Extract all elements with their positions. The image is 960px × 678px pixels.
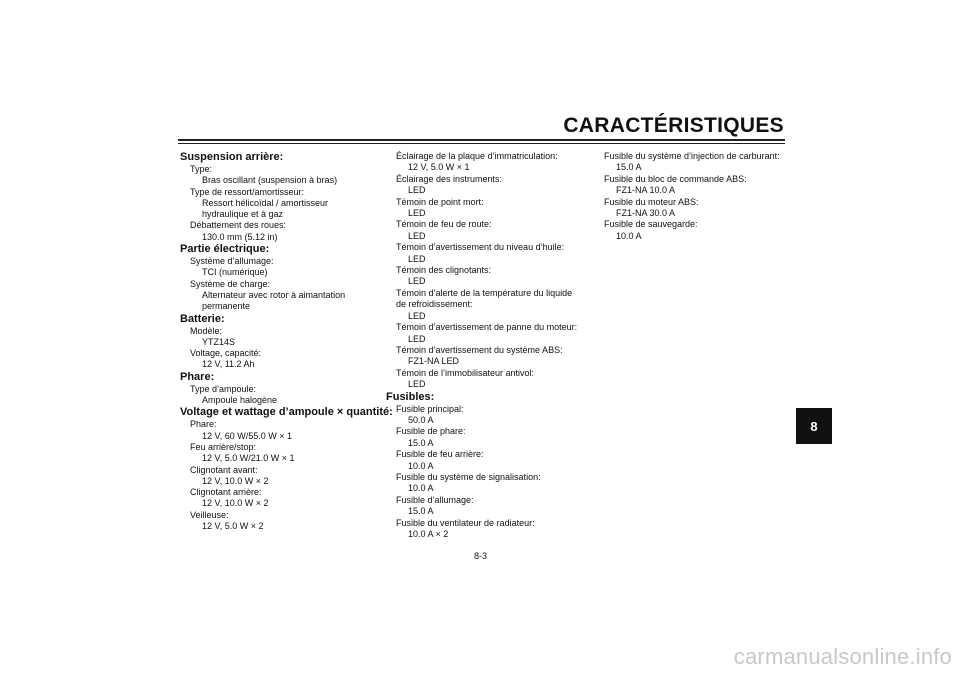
spec-value: 12 V, 5.0 W × 1 [408, 162, 470, 173]
spec-value: Bras oscillant (suspension à bras) [202, 175, 338, 186]
spec-value: YTZ14S [202, 336, 236, 347]
spec-value: LED [408, 379, 426, 390]
spec-value: 10.0 A [616, 230, 642, 241]
spec-value: LED [408, 333, 426, 344]
spec-label: Fusible de feu arrière: [396, 449, 484, 460]
spec-value: 12 V, 5.0 W × 2 [202, 521, 264, 532]
section-heading-fuses: Fusibles: [386, 390, 435, 403]
spec-label: Fusible principal: [396, 403, 464, 414]
spec-value: Ressort hélicoïdal / amortisseur [202, 197, 329, 208]
spec-label: Témoin de l’immobilisateur antivol: [396, 367, 535, 378]
spec-value: hydraulique et à gaz [202, 209, 284, 220]
spec-value: LED [408, 253, 426, 264]
spec-label: Témoin de point mort: [396, 196, 484, 207]
spec-label: Clignotant avant: [190, 464, 258, 475]
spec-value: 12 V, 10.0 W × 2 [202, 498, 269, 509]
section-heading-electrical: Partie électrique: [180, 243, 270, 256]
spec-label: Fusible de phare: [396, 426, 466, 437]
spec-label: Éclairage de la plaque d’immatriculation: [396, 151, 558, 161]
spec-label: Phare: [190, 419, 217, 430]
page-number: 8-3 [474, 551, 488, 561]
spec-label: Type de ressort/amortisseur: [190, 186, 305, 197]
spec-value: 10.0 A [408, 460, 434, 471]
spec-label: Débattement des roues: [190, 220, 287, 231]
spec-label: Fusible d’allumage: [396, 494, 474, 505]
spec-label: Système de charge: [190, 278, 271, 289]
watermark: carmanualsonline.info [733, 644, 952, 669]
spec-value: 15.0 A [408, 506, 434, 517]
spec-value: LED [408, 230, 426, 241]
spec-column-3 [604, 151, 814, 242]
spec-value: 15.0 A [408, 437, 434, 448]
spec-label: Voltage, capacité: [190, 348, 262, 359]
spec-label: Témoin d’alerte de la température du liquide [396, 287, 573, 298]
spec-label: Éclairage des instruments: [396, 173, 503, 184]
chapter-tab: 8 [796, 408, 832, 444]
spec-value: LED [408, 276, 426, 287]
spec-value: 12 V, 5.0 W/21.0 W × 1 [202, 453, 295, 464]
spec-column-1 [180, 151, 393, 532]
spec-value: LED [408, 208, 426, 219]
spec-label: de refroidissement: [396, 299, 473, 310]
spec-label: Fusible du système d’injection de carburant: [604, 151, 780, 161]
spec-value: 12 V, 10.0 W × 2 [202, 475, 269, 486]
section-heading-rear-suspension: Suspension arrière: [180, 151, 284, 163]
spec-value: FZ1-NA 30.0 A [616, 208, 676, 219]
spec-value: 12 V, 60 W/55.0 W × 1 [202, 430, 292, 441]
spec-label: Témoin d’avertissement du système ABS: [396, 344, 563, 355]
spec-value: LED [408, 310, 426, 321]
spec-column-2 [386, 151, 596, 540]
spec-label: Veilleuse: [190, 509, 229, 520]
spec-value: 130.0 mm (5.12 in) [202, 231, 278, 242]
spec-value: Alternateur avec rotor à aimantation [202, 289, 346, 300]
spec-value: 10.0 A [408, 483, 434, 494]
header-rule [178, 139, 785, 141]
page-title: CARACTÉRISTIQUES [563, 114, 784, 137]
spec-value: 15.0 A [616, 162, 642, 173]
spec-label: Fusible du ventilateur de radiateur: [396, 517, 535, 528]
spec-label: Type d’ampoule: [190, 383, 257, 394]
spec-value: Ampoule halogène [202, 395, 278, 406]
spec-value: FZ1-NA LED [408, 356, 460, 367]
section-heading-headlight: Phare: [180, 370, 215, 383]
spec-label: Témoin de feu de route: [396, 219, 492, 230]
spec-label: Témoin d’avertissement de panne du moteur: [396, 322, 578, 333]
spec-value: 50.0 A [408, 414, 434, 425]
spec-value: FZ1-NA 10.0 A [616, 185, 676, 196]
spec-value: permanente [202, 301, 251, 312]
spec-label: Système d’allumage: [190, 256, 274, 267]
header-rule-thin [178, 143, 785, 144]
spec-label: Fusible du moteur ABS: [604, 196, 699, 207]
spec-label: Fusible du bloc de commande ABS: [604, 173, 747, 184]
section-heading-bulbs: Voltage et wattage d’ampoule × quantité: [180, 406, 393, 419]
spec-label: Fusible du système de signalisation: [396, 471, 541, 482]
spec-label: Fusible de sauvegarde: [604, 219, 698, 230]
spec-value: 12 V, 11.2 Ah [202, 359, 255, 370]
spec-value: TCI (numérique) [202, 267, 268, 278]
spec-label: Type: [190, 164, 213, 174]
spec-label: Feu arrière/stop: [190, 441, 257, 452]
spec-label: Modèle: [190, 325, 223, 336]
spec-value: 10.0 A × 2 [408, 529, 449, 539]
spec-label: Témoin des clignotants: [396, 265, 492, 276]
spec-label: Témoin d’avertissement du niveau d’huile: [396, 242, 565, 253]
spec-label: Clignotant arrière: [190, 487, 262, 498]
section-heading-battery: Batterie: [180, 312, 225, 325]
spec-value: LED [408, 185, 426, 196]
